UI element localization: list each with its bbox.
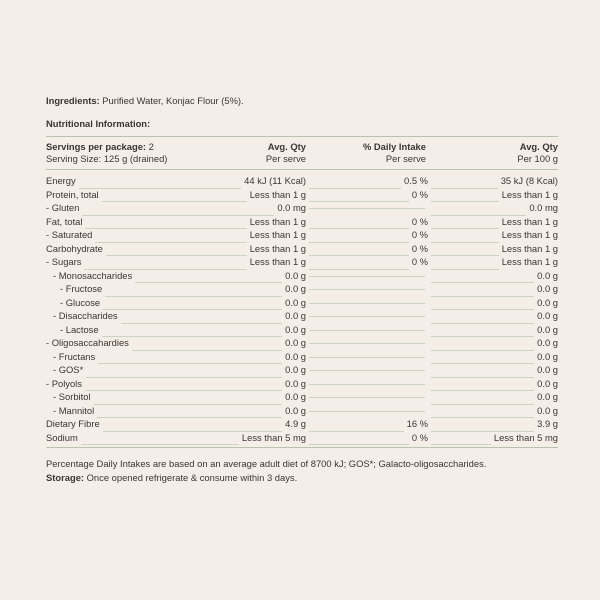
leader-line: [309, 189, 409, 203]
nutrient-name: - Glucose: [60, 296, 101, 308]
value-daily-intake: 0 %: [411, 229, 428, 240]
leader-line: [82, 202, 274, 216]
servings-value: 2: [146, 141, 154, 152]
leader-line: [79, 175, 241, 189]
value-per-serve: Less than 1 g: [249, 229, 306, 240]
leader-line: [309, 229, 409, 243]
leader-line: [309, 216, 409, 230]
nutrient-row: [46, 431, 558, 445]
nutrient-name: Fat, total: [46, 215, 83, 227]
leader-line: [309, 316, 425, 317]
nutrition-label: [46, 95, 558, 484]
value-daily-intake: 0.5 %: [404, 175, 428, 186]
nutrient-row: [46, 282, 558, 296]
header-daily-intake: [306, 141, 426, 165]
leader-line: [309, 175, 401, 189]
nutrient-name: - Gluten: [46, 202, 80, 213]
nutrient-row: [46, 390, 558, 404]
header-servings: [46, 141, 246, 165]
value-per-serve: 44 kJ (11 Kcal): [244, 175, 306, 186]
leader-line: [309, 289, 425, 290]
nutrient-row: [46, 269, 558, 283]
value-per-100g: 0.0 g: [537, 337, 558, 348]
value-per-100g: 0.0 g: [537, 377, 558, 389]
leader-line: [102, 189, 247, 203]
nutrient-name: - Saturated: [46, 229, 93, 240]
value-per-100g: 0.0 g: [537, 391, 558, 402]
value-daily-intake: 16 %: [406, 418, 428, 429]
value-per-serve: Less than 1 g: [249, 215, 306, 227]
nutrient-row: [46, 323, 558, 337]
leader-line: [86, 364, 282, 378]
value-per-serve: 0.0 g: [285, 323, 306, 335]
leader-line: [431, 378, 534, 392]
nutrient-name: - Polyols: [46, 377, 82, 389]
leader-line: [431, 229, 499, 243]
leader-line: [85, 216, 246, 230]
leader-line: [309, 397, 425, 398]
ingredients-line: [46, 95, 558, 107]
leader-line: [84, 256, 246, 270]
header-avg-qty-100g-label: Avg. Qty: [519, 141, 558, 152]
leader-line: [431, 189, 499, 203]
nutrient-name: Protein, total: [46, 188, 99, 200]
value-per-100g: 0.0 g: [537, 310, 558, 321]
header-avg-qty-100g: [426, 141, 558, 165]
value-per-100g: Less than 1 g: [501, 256, 558, 267]
value-per-serve: 0.0 g: [285, 350, 306, 362]
nutrient-name: Dietary Fibre: [46, 418, 100, 429]
leader-line: [309, 303, 425, 304]
value-per-serve: 0.0 g: [285, 337, 306, 348]
nutrient-row: [46, 350, 558, 364]
value-per-100g: 0.0 g: [537, 364, 558, 375]
leader-line: [95, 229, 246, 243]
value-per-serve: Less than 1 g: [249, 256, 306, 267]
value-per-serve: 0.0 g: [285, 364, 306, 375]
value-daily-intake: 0 %: [411, 215, 428, 227]
ingredients-label: Ingredients:: [46, 95, 100, 106]
leader-line: [431, 297, 534, 311]
value-per-serve: 0.0 mg: [277, 202, 306, 213]
leader-line: [309, 384, 425, 385]
nutrient-name: - Lactose: [60, 323, 99, 335]
value-per-serve: Less than 5 mg: [241, 431, 306, 443]
value-daily-intake: 0 %: [411, 256, 428, 267]
value-per-serve: 4.9 g: [285, 418, 306, 429]
value-per-100g: 0.0 g: [537, 269, 558, 281]
value-per-100g: 0.0 g: [537, 350, 558, 362]
nutrient-name: - Mannitol: [53, 404, 95, 416]
nutrient-name: - Disaccharides: [53, 310, 118, 321]
leader-line: [94, 391, 283, 405]
value-per-100g: 3.9 g: [537, 418, 558, 429]
leader-line: [103, 297, 282, 311]
leader-line: [431, 256, 499, 270]
value-per-serve: 0.0 g: [285, 404, 306, 416]
leader-line: [309, 276, 425, 277]
leader-line: [97, 405, 282, 419]
nutrition-heading: Nutritional Information:: [46, 118, 151, 129]
nutrient-row: [46, 174, 558, 188]
leader-line: [309, 370, 425, 371]
leader-line: [309, 357, 425, 358]
leader-line: [431, 175, 498, 189]
value-per-100g: Less than 1 g: [501, 215, 558, 227]
value-per-100g: 0.0 g: [537, 283, 558, 294]
leader-line: [431, 432, 491, 446]
footnote: Percentage Daily Intakes are based on an average adult diet of 8700 kJ; GOS*; Galacto-oligosaccharides.: [46, 458, 487, 469]
value-per-serve: Less than 1 g: [249, 242, 306, 254]
leader-line: [431, 351, 534, 365]
header-avg-qty-serve: [246, 141, 306, 165]
leader-line: [309, 418, 404, 432]
header-avg-qty-label: Avg. Qty: [267, 141, 306, 152]
header-di-per-serve-label: Per serve: [385, 153, 426, 164]
nutrient-name: - GOS*: [53, 364, 84, 375]
value-daily-intake: 0 %: [411, 188, 428, 200]
leader-line: [309, 432, 409, 446]
servings-label: Servings per package:: [46, 141, 147, 152]
leader-line: [135, 270, 282, 284]
table-header: [46, 137, 558, 169]
nutrient-row: [46, 215, 558, 229]
value-per-100g: 35 kJ (8 Kcal): [500, 175, 558, 186]
leader-line: [431, 337, 534, 351]
nutrient-name: - Fructose: [60, 283, 103, 294]
leader-line: [431, 310, 534, 324]
leader-line: [431, 324, 534, 338]
leader-line: [309, 411, 425, 412]
nutrient-name: - Monosaccharides: [53, 269, 133, 281]
leader-line: [431, 216, 499, 230]
bottom-divider: [46, 447, 558, 448]
value-daily-intake: 0 %: [411, 431, 428, 443]
nutrient-rows: [46, 170, 558, 447]
nutrient-row: [46, 188, 558, 202]
value-per-100g: Less than 1 g: [501, 188, 558, 200]
leader-line: [105, 283, 282, 297]
value-daily-intake: 0 %: [411, 242, 428, 254]
nutrient-name: Energy: [46, 175, 76, 186]
value-per-serve: 0.0 g: [285, 269, 306, 281]
nutrient-name: - Oligosaccahardies: [46, 337, 129, 348]
leader-line: [431, 405, 534, 419]
leader-line: [85, 378, 282, 392]
value-per-serve: 0.0 g: [285, 296, 306, 308]
nutrient-name: - Sorbitol: [53, 391, 91, 402]
footer: [46, 457, 558, 484]
nutrient-name: Carbohydrate: [46, 242, 103, 254]
leader-line: [431, 391, 534, 405]
leader-line: [106, 243, 247, 257]
leader-line: [81, 432, 239, 446]
leader-line: [431, 418, 534, 432]
nutrient-row: [46, 377, 558, 391]
leader-line: [309, 330, 425, 331]
value-per-100g: Less than 1 g: [501, 229, 558, 240]
nutrient-row: [46, 404, 558, 418]
value-per-100g: Less than 5 mg: [493, 431, 558, 443]
nutrient-row: [46, 336, 558, 350]
nutrient-row: [46, 242, 558, 256]
nutrient-row: [46, 309, 558, 323]
leader-line: [309, 256, 409, 270]
leader-line: [309, 343, 425, 344]
nutrient-row: [46, 255, 558, 269]
leader-line: [431, 243, 499, 257]
nutrient-name: - Fructans: [53, 350, 96, 362]
leader-line: [431, 202, 526, 216]
leader-line: [103, 418, 282, 432]
value-per-serve: 0.0 g: [285, 310, 306, 321]
value-per-serve: 0.0 g: [285, 391, 306, 402]
nutrient-row: [46, 296, 558, 310]
leader-line: [309, 243, 409, 257]
leader-line: [132, 337, 282, 351]
leader-line: [121, 310, 283, 324]
value-per-100g: 0.0 g: [537, 296, 558, 308]
nutrient-row: [46, 201, 558, 215]
leader-line: [431, 283, 534, 297]
leader-line: [431, 270, 534, 284]
header-daily-intake-label: % Daily Intake: [362, 141, 426, 152]
leader-line: [98, 351, 282, 365]
value-per-serve: Less than 1 g: [249, 188, 306, 200]
nutrient-row: [46, 417, 558, 431]
leader-line: [309, 208, 425, 209]
header-per-serve-label: Per serve: [265, 153, 306, 164]
nutrient-name: - Sugars: [46, 256, 82, 267]
value-per-100g: Less than 1 g: [501, 242, 558, 254]
nutrient-name: Sodium: [46, 431, 78, 443]
value-per-100g: 0.0 g: [537, 323, 558, 335]
value-per-100g: 0.0 g: [537, 404, 558, 416]
header-per-100g-label: Per 100 g: [517, 153, 558, 164]
value-per-serve: 0.0 g: [285, 377, 306, 389]
value-per-serve: 0.0 g: [285, 283, 306, 294]
serving-size: Serving Size: 125 g (drained): [46, 153, 168, 164]
storage-label: Storage:: [46, 471, 85, 483]
value-per-100g: 0.0 mg: [529, 202, 558, 213]
ingredients-text: Purified Water, Konjac Flour (5%).: [99, 95, 244, 106]
leader-line: [431, 364, 534, 378]
storage-text: Once opened refrigerate & consume within 3 days.: [84, 471, 298, 483]
nutrient-row: [46, 363, 558, 377]
nutrient-row: [46, 228, 558, 242]
leader-line: [102, 324, 283, 338]
